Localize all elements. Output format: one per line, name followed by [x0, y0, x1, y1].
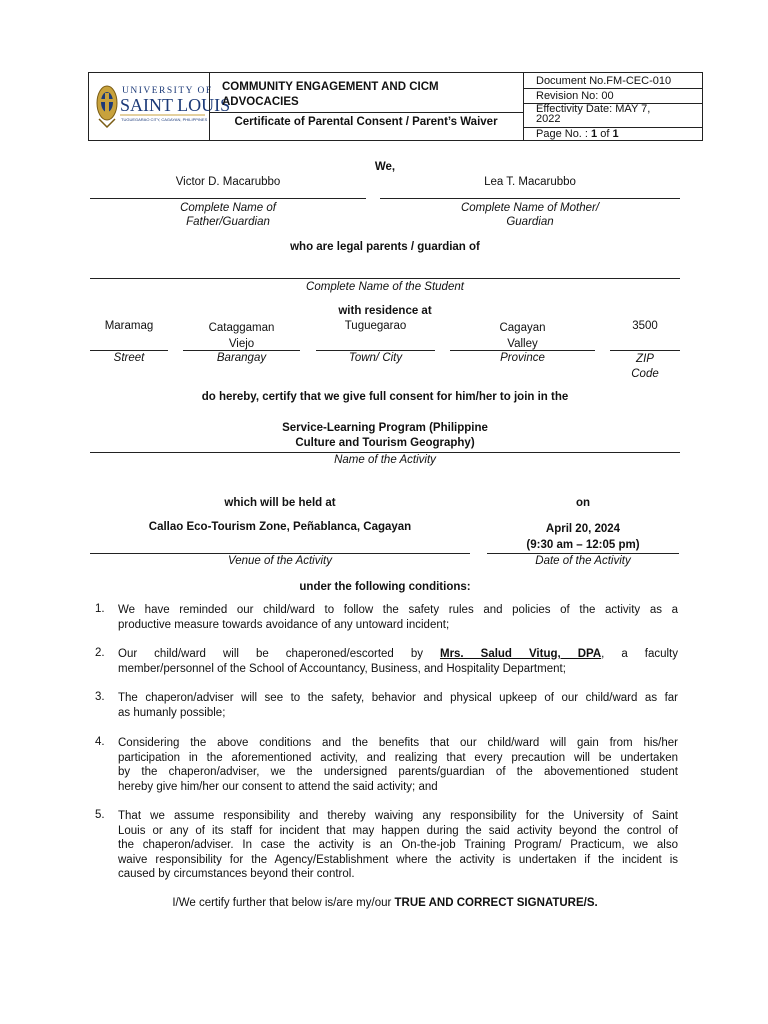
- effectivity-date-line1: Effectivity Date: MAY 7,: [536, 103, 651, 115]
- held-at-label: which will be held at: [224, 497, 336, 509]
- closing-statement: I/We certify further that below is/are my/our TRUE AND CORRECT SIGNATURE/S.: [172, 897, 598, 909]
- town-caption: Town/ City: [348, 352, 403, 364]
- mother-name: Lea T. Macarubbo: [484, 176, 576, 188]
- condition-1-number: 1.: [95, 603, 105, 615]
- condition-1-text: We have reminded our child/ward to follow the safety rules and policies of the activity as a productive measure towards avoidance of any untoward incident;: [118, 604, 678, 631]
- province-line: [450, 350, 595, 351]
- father-name-line: [90, 198, 366, 199]
- conditions-label: under the following conditions:: [299, 581, 471, 593]
- condition-4-text: Considering the above conditions and the benefits that our child/ward will gain from his/her participation in the aforementioned activity, and realizing that every precaution will be undertaken by the chaperon/adviser, we the undersigned parents/guardian of the abovementioned student hereby give him/her our consent to attend the said activity; and: [118, 737, 678, 793]
- legal-parents-text: who are legal parents / guardian of: [290, 241, 480, 253]
- street-caption: Street: [113, 352, 145, 364]
- student-name-line: [90, 278, 680, 279]
- document-number: Document No.FM-CEC-010: [536, 75, 672, 87]
- condition-2-number: 2.: [95, 647, 105, 659]
- date-caption: Date of the Activity: [535, 555, 631, 567]
- street-value: Maramag: [104, 320, 154, 332]
- street-line: [90, 350, 168, 351]
- province-value: Cagayan Valley: [499, 322, 546, 350]
- town-value: Tuguegarao: [344, 320, 407, 332]
- zip-line: [610, 350, 680, 351]
- condition-4-number: 4.: [95, 736, 105, 748]
- activity-line: [90, 452, 680, 453]
- on-label: on: [575, 497, 591, 509]
- chaperon-name: Mrs. Salud Vitug, DPA: [439, 648, 602, 660]
- father-name-caption: Complete Name of Father/Guardian: [180, 202, 276, 228]
- logo-line3: TUGUEGARAO CITY, CAGAYAN, PHILIPPINES: [121, 117, 208, 122]
- effectivity-date-line2: 2022: [536, 113, 561, 125]
- town-line: [316, 350, 435, 351]
- barangay-value: Cataggaman Viejo: [208, 322, 275, 350]
- university-seal-icon: [93, 75, 231, 139]
- condition-2-text: Our child/ward will be chaperoned/escorted by Mrs. Salud Vitug, DPA, a faculty member/personnel of the School of Accountancy, Business, and Hospitality Department;: [118, 648, 678, 675]
- zip-caption: ZIP Code: [631, 353, 659, 380]
- condition-5-number: 5.: [95, 809, 105, 821]
- condition-5-text: That we assume responsibility and thereby waiving any responsibility for the University of Saint Louis or any of its staff for incident that may happen during the said activity beyond the control of the chaperon/adviser. In case the activity is an On-the-job Training Program/ Practicum, we also waive responsibility for the Agency/Establishment where the activity is undertaken if the incident is caused by circumstances beyond their control.: [118, 810, 678, 880]
- student-name-caption: Complete Name of the Student: [306, 281, 464, 293]
- office-name-line2: ADVOCACIES: [222, 96, 299, 108]
- activity-caption: Name of the Activity: [334, 454, 436, 466]
- venue-caption: Venue of the Activity: [228, 555, 332, 567]
- document-header: [88, 72, 703, 141]
- date-value: April 20, 2024 (9:30 am – 12:05 pm): [526, 523, 640, 551]
- logo-line1: UNIVERSITY OF: [122, 86, 213, 96]
- barangay-line: [183, 350, 300, 351]
- revision-number: Revision No: 00: [536, 90, 614, 102]
- logo-line2: SAINT LOUIS: [120, 95, 231, 115]
- residence-label: with residence at: [338, 305, 432, 317]
- form-title: Certificate of Parental Consent / Parent’s Waiver: [234, 116, 498, 128]
- activity-name: Service-Learning Program (Philippine Culture and Tourism Geography): [282, 422, 488, 449]
- zip-value: 3500: [632, 320, 658, 332]
- province-caption: Province: [500, 352, 545, 364]
- we-label: We,: [374, 161, 396, 173]
- effectivity-date: [536, 104, 650, 124]
- father-name: Victor D. Macarubbo: [175, 176, 281, 188]
- mother-name-caption: Complete Name of Mother/ Guardian: [460, 202, 600, 228]
- venue-value: Callao Eco-Tourism Zone, Peñablanca, Cagayan: [148, 521, 412, 533]
- university-logo: [93, 75, 231, 139]
- date-line: [487, 553, 679, 554]
- mother-name-line: [380, 198, 680, 199]
- page-number: Page No. : 1 of 1: [536, 128, 619, 140]
- barangay-caption: Barangay: [216, 352, 267, 364]
- condition-3-number: 3.: [95, 691, 105, 703]
- certify-text: do hereby, certify that we give full consent for him/her to join in the: [201, 391, 569, 403]
- office-name-line1: COMMUNITY ENGAGEMENT AND CICM: [222, 81, 439, 93]
- venue-line: [90, 553, 470, 554]
- condition-3-text: The chaperon/adviser will see to the safety, behavior and physical upkeep of our child/ward as far as humanly possible;: [118, 692, 678, 719]
